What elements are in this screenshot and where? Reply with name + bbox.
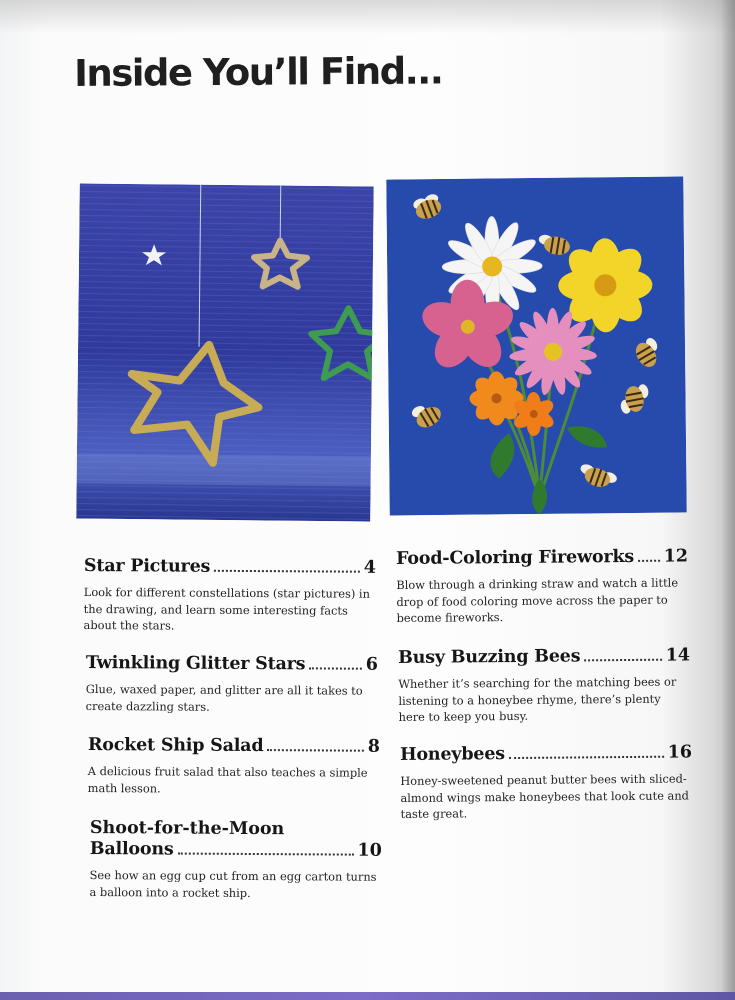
dot-leader: [509, 756, 664, 759]
page-right-edge: [721, 0, 735, 1000]
toc-entry-heading: [84, 556, 376, 579]
toc-entry-title: Twinkling Glitter Stars: [85, 653, 306, 675]
toc-entry-description: A delicious fruit salad that also teaches a simple math lesson.: [87, 763, 368, 795]
dot-leader: [178, 853, 354, 856]
dot-leader: [267, 749, 363, 752]
toc-page-number: 10: [357, 840, 382, 861]
toc-page-number: 6: [365, 654, 378, 675]
toc-entry-description: Look for different constellations (star pictures) in the drawing, and learn some interesting facts about the stars.: [83, 584, 370, 633]
stars-photo-illustration: [76, 183, 373, 521]
dot-leader: [214, 570, 360, 573]
toc-entry-title-line1: Shoot-for-the-Moon: [89, 818, 285, 840]
toc-entry-twinkling-glitter-stars[interactable]: [86, 653, 378, 716]
toc-entry-description: Blow through a drinking straw and watch a little drop of food coloring move across the paper to become fireworks.: [396, 575, 679, 625]
toc-entry-star-pictures[interactable]: [84, 556, 376, 635]
dot-leader: [584, 659, 661, 662]
toc-entry-title: Busy Buzzing Bees: [398, 646, 581, 668]
toc-entry-description: See how an egg cup cut from an egg carton turns a balloon into a rocket ship.: [89, 867, 377, 900]
toc-entry-heading: [88, 735, 380, 758]
toc-entry-heading: [86, 653, 378, 676]
toc-entry-description: Whether it’s searching for the matching bees or listening to a honeybee rhyme, there’s plenty here to keep you busy.: [398, 674, 677, 724]
toc-entry-busy-buzzing-bees[interactable]: [398, 645, 691, 725]
toc-entry-rocket-ship-salad[interactable]: [88, 735, 380, 798]
page-top-shadow: [0, 0, 735, 34]
bottom-color-band: [0, 992, 735, 1000]
toc-entry-heading: [396, 546, 688, 570]
bees-photo: [386, 176, 687, 515]
toc-entry-title: Star Pictures: [83, 556, 211, 577]
page-title: Inside You’ll Find...: [74, 49, 443, 95]
toc-entry-heading: [400, 742, 692, 766]
toc-entry-heading: [398, 645, 690, 669]
toc-entry-shoot-for-the-moon-balloons[interactable]: [89, 818, 381, 902]
toc-entry-heading: [90, 839, 382, 862]
dot-leader: [309, 667, 361, 669]
dot-leader: [638, 560, 660, 562]
toc-page-number: 8: [367, 736, 380, 757]
toc-entry-honeybees[interactable]: [400, 742, 693, 822]
toc-page-number: 16: [667, 742, 693, 763]
toc-entry-title: Rocket Ship Salad: [87, 735, 264, 757]
toc-page-number: 14: [665, 645, 691, 666]
toc-entry-description: Glue, waxed paper, and glitter are all it takes to create dazzling stars.: [85, 681, 363, 714]
stars-photo: [76, 183, 373, 521]
toc-entry-description: Honey-sweetened peanut butter bees with sliced-almond wings make honeybees that look cute and taste great.: [400, 771, 690, 821]
toc-entry-title-line2: Balloons: [89, 838, 174, 860]
toc-page-number: 12: [663, 546, 689, 567]
toc-entry-title: Food-Coloring Fireworks: [396, 546, 635, 569]
toc-entry-food-coloring-fireworks[interactable]: [396, 546, 689, 626]
toc-page-number: 4: [363, 557, 376, 578]
toc-entry-title: Honeybees: [400, 744, 505, 765]
bees-photo-illustration: [386, 176, 687, 515]
